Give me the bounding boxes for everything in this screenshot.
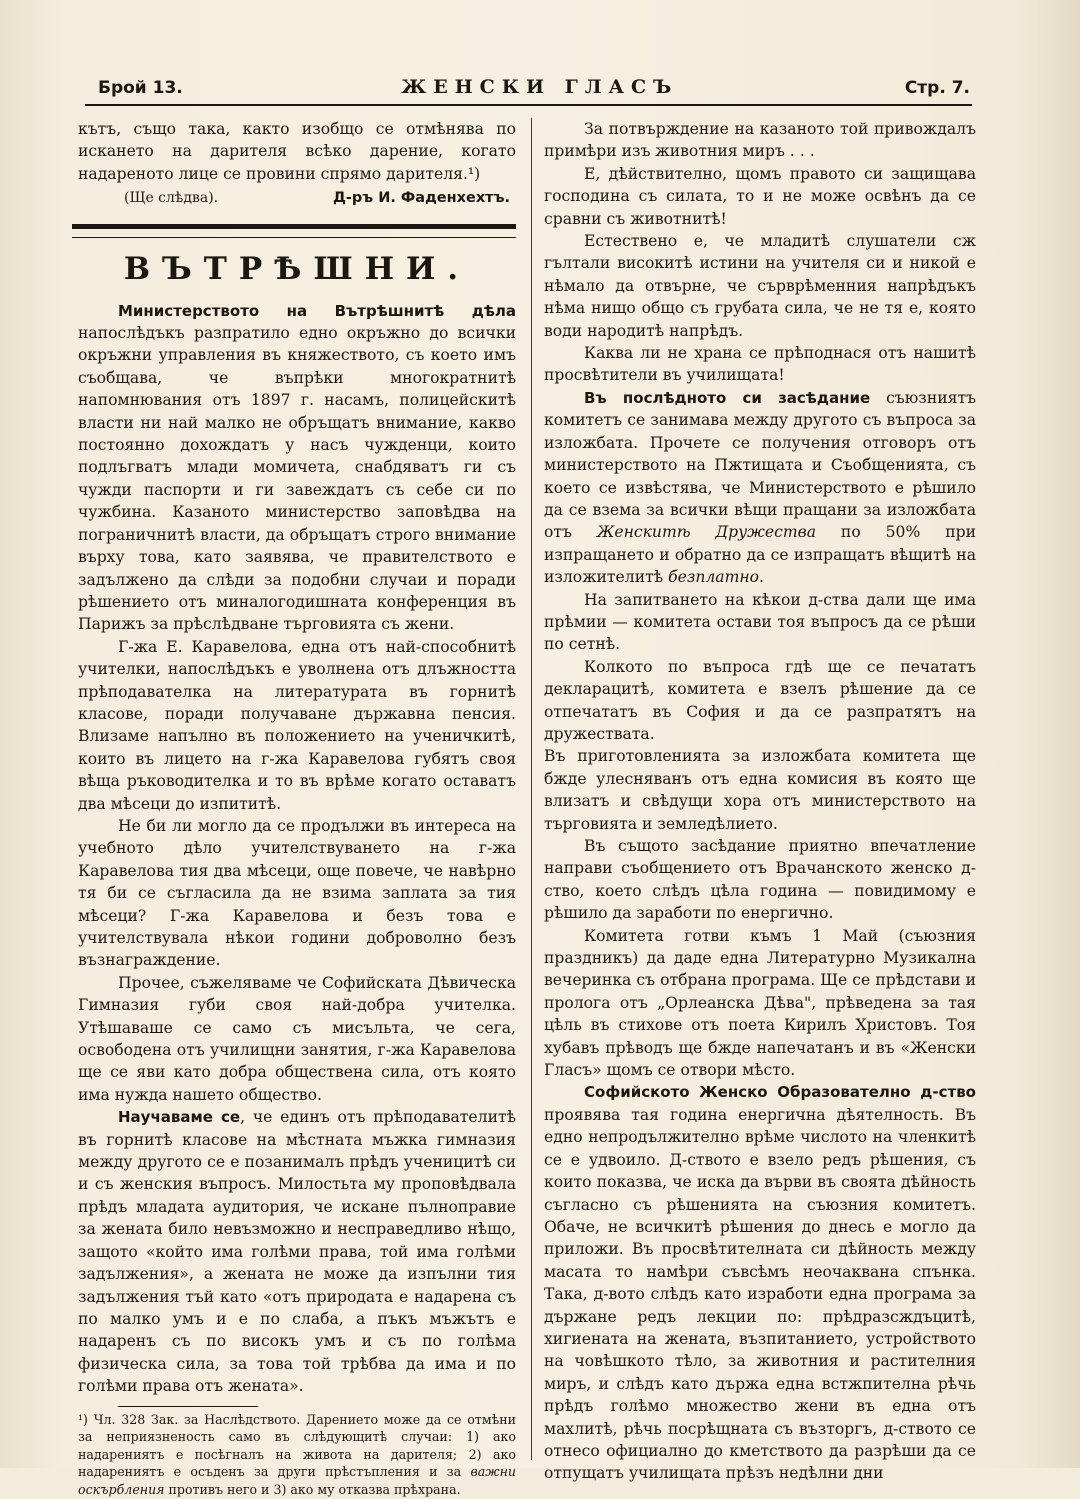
- article-paragraph: [544, 163, 976, 230]
- article-paragraph: [78, 815, 516, 972]
- paragraph-text: Не би ли могло да се продължи въ интереса на учебното дѣло учителствуването на г-жа Каравелова тия два мѣсеци, още повече, че навѣрно тя би се съгласила да не взима заплата за тия мѣсеци? Г-жа Каравелова и безъ това е учителствувала нѣкои години доброволно безъ възнаграждение.: [78, 816, 516, 970]
- article-paragraph: [544, 342, 976, 387]
- paragraph-text-cont: по 50% при изпращането и обратно да се изпращатъ вѣщитѣ на изложителитѣ: [544, 523, 976, 587]
- paragraph-text-end: .: [759, 568, 765, 587]
- article-paragraph: [544, 1081, 976, 1484]
- footnote-italic: важни оскърбления: [78, 1464, 516, 1497]
- paragraph-lead: Софийското Женско Образователно д-ство: [584, 1083, 976, 1102]
- article-author: Д-ръ И. Фаденхехтъ.: [332, 190, 510, 207]
- paragraph-italic: безплатно: [668, 568, 760, 587]
- section-title: ВЪТРѢШНИ.: [123, 250, 471, 287]
- header-rule: [85, 104, 972, 106]
- paragraph-text: Въ същото засѣдание приятно впечатление направи съобщението отъ Врачанското женско д-ство, което слѣдъ цѣла година — повидимому е рѣшило да заработи по енергично.: [544, 837, 976, 923]
- article-signature: [78, 187, 516, 209]
- paragraph-text: , че единъ отъ прѣподавателитѣ въ горнитѣ класове на мѣстната мъжка гимназия между другото се е позанималъ прѣдъ ученицитѣ си и съ женския въпросъ. Милостьта му проповѣдвала прѣдъ младата аудитория, че искане пълноправие за жената било невъзможно и несправедливо нѣщо, защото «който има голѣми права, той има голѣми задължения», а жената не може да изпълни тия задължения тъй като «отъ природата е надарена съ по малко умъ и е по слаба, а пъкъ мъжътъ е надаренъ съ по високъ умъ и съ по голѣма физическа сила, за това той трѣбва да има и по голѣми права отъ жената».: [78, 1108, 516, 1396]
- paragraph-text: Естествено е, че младитѣ слушатели сж гълтали високитѣ истини на учителя си и никой е нѣмало да отвърне, че сърврѣменния напрѣдъкъ нѣма нищо общо съ грубата сила, че не тя е, която води народитѣ напрѣдъ.: [544, 232, 976, 340]
- paragraph-lead: Министерството на Вътрѣшнитѣ дѣла: [118, 301, 516, 320]
- article-paragraph: [544, 589, 976, 656]
- continued-text: кътъ, също така, както изобщо се отмѣнява по искането на дарителя всѣко дарение, когато надареното лице се провини спрямо дарителя.¹): [78, 120, 516, 183]
- article-paragraph: [544, 745, 976, 835]
- article-paragraph: [544, 835, 976, 925]
- page-number: Стр. 7.: [904, 78, 970, 98]
- newspaper-title: ЖЕНСКИ ГЛАСЪ: [401, 76, 679, 98]
- page-header: [98, 76, 970, 106]
- article-paragraph: [78, 972, 516, 1106]
- article-paragraph: [544, 656, 976, 746]
- left-column: [78, 118, 516, 1497]
- right-column: [544, 118, 976, 1483]
- paragraph-text: Колкото по въпроса гдѣ ще се печататъ декларацитѣ, комитета е взелъ рѣшение да се отпечататъ въ София и да се разпратятъ на дружествата.: [544, 657, 976, 743]
- paragraph-text: проявява тая година енергична дѣятелность. Въ едно непродължително врѣме числото на членкитѣ се е удвоило. Д-ството е взело редъ рѣшения, съ които показва, че иска да върви въ своята дѣйность съгласно съ рѣшенията на съюзния комитетъ. Обаче, не всичкитѣ рѣшения до днесь е могло да приложи. Въ просвѣтителната си дѣйность между масата то намѣри съвсѣмъ неочаквана спънка. Така, д-вото слѣдъ като изработи една програма за държане редъ лекции по: прѣдразсждъцитѣ, хигиената на жената, възпитанието, устройството на човѣшкото тѣло, за животния и растителния миръ, и слѣдъ като държа една встжпителна рѣчь прѣдъ голѣмо множество жени въ една отъ махлитѣ, рѣчь посрѣщната съ възторгъ, д-ството се отнесо официално до кметството да разрѣши да се отпущатъ училищата прѣзъ недѣлни дни: [544, 1105, 976, 1483]
- paragraph-text: Е, дѣйствително, щомъ правото си защищава господина съ силата, то и не може освѣнъ да се сравни съ животнитѣ!: [544, 164, 976, 228]
- paragraph-text: съюзниятъ комитетъ се занимава между другото съ въпроса за изложбата. Прочете се получения отговоръ отъ министерството на Пжтищата и Съобщенията, съ което се извѣстява, че Министерството е рѣшило да се взема за всички вѣщи пращани за изложбата отъ: [544, 388, 976, 542]
- paragraph-lead: Въ послѣдното си засѣдание: [584, 388, 871, 407]
- paragraph-text: Комитета готви къмъ 1 Май (съюзния праздникъ) да даде една Литературно Музикална вечеринка съ отбрана програма. Ще се прѣдстави и пролога отъ „Орлеанска Дѣва", прѣведена за тая цѣль въ стихове отъ поета Кирилъ Христовъ. Тоя хубавъ прѣводъ ще бжде напечатанъ и въ «Женски Гласъ» щомъ се отвори мѣсто.: [544, 926, 976, 1080]
- footnote: [78, 1411, 516, 1499]
- paragraph-text: Каква ли не храна се прѣподнася отъ нашитѣ просвѣтители въ училищата!: [544, 344, 976, 385]
- to-follow-note: (Ще слѣдва).: [124, 190, 219, 207]
- paragraph-text: Г-жа Е. Каравелова, една отъ най-способнитѣ учителки, напослѣдъкъ е уволнена отъ длъжността прѣподавателка на литературата въ горнитѣ класове, поради получаване държавна пенсия. Влизаме напълно въ положението на ученичкитѣ, които въ лицето на г-жа Каравелова губятъ своя вѣща ръководителка и то въ врѣме когато оставатъ два мѣсеци до изпититѣ.: [78, 637, 516, 813]
- footnote-text: ¹) Чл. 328 Зак. за Наслѣдството. Дарението може да се отмѣни за неприязненость само въ слѣдующитѣ случаи: 1) ако надарениятъ е посѣгналъ на живота на дарителя; 2) ако надарениятъ е осъденъ за други прѣстъпления и за: [78, 1411, 516, 1480]
- article-paragraph: [544, 230, 976, 342]
- article-paragraph: [78, 300, 516, 636]
- article-paragraph: [78, 1106, 516, 1397]
- paragraph-text: На запитването на кѣкои д-ства дали ще има прѣмии — комитета остави тоя въпросъ да се рѣши по сетнѣ.: [544, 590, 976, 654]
- article-paragraph: [544, 925, 976, 1082]
- column-divider: [531, 118, 532, 1460]
- footnote-rule: [118, 1406, 258, 1407]
- paragraph-lead: Научаваме се: [118, 1108, 241, 1127]
- paragraph-text: Въ приготовленията за изложбата комитета ще бжде улесняванъ отъ една комисия въ която ще влизатъ и свѣдущи хора отъ министерството на търговията и земледѣлието.: [544, 747, 976, 833]
- footnote-text-end: противъ него и 3) ако му отказва прѣхрана.: [164, 1481, 461, 1497]
- article-paragraph: [78, 636, 516, 815]
- paragraph-text: напослѣдъкъ разпратило едно окръжно до всички окръжни управления въ княжеството, съ което имъ съобщава, че въпрѣки многократнитѣ напомнювания отъ 1897 г. насамъ, полицейскитѣ власти ни най малко не обръщатъ внимание, какво постоянно дохождатъ у насъ чужденци, които подлъгватъ млади момичета, снабдяватъ ги съ чужди паспорти и ги завеждатъ съ себе си по чужбина. Казаното министерство заповѣдва на пограничнитѣ власти, да обръщатъ строго внимание върху това, като заявява, че правителството е задължено да слѣди за подобни случаи и поради рѣшението отъ миналогодишната конференция въ Парижъ за прѣслѣдване търговията съ жени.: [78, 324, 516, 634]
- article-paragraph: [544, 387, 976, 589]
- paragraph-italic: Женскитѣ Дружества: [596, 523, 816, 542]
- paragraph-text: Прочее, съжеляваме че Софийската Дѣвическа Гимназия губи своя най-добра учителка. Утѣшаваше се само съ мисъльта, че сега, освободена отъ училищни занятия, г-жа Каравелова ще се яви като добра обществена сила, отъ която има нужда нашето общество.: [78, 973, 516, 1104]
- paragraph-text: За потвърждение на казаното той привождалъ примѣри изъ животния миръ . . .: [544, 120, 976, 161]
- article-paragraph: [544, 118, 976, 163]
- section-separator: [72, 224, 516, 238]
- issue-number: Брой 13.: [98, 78, 183, 98]
